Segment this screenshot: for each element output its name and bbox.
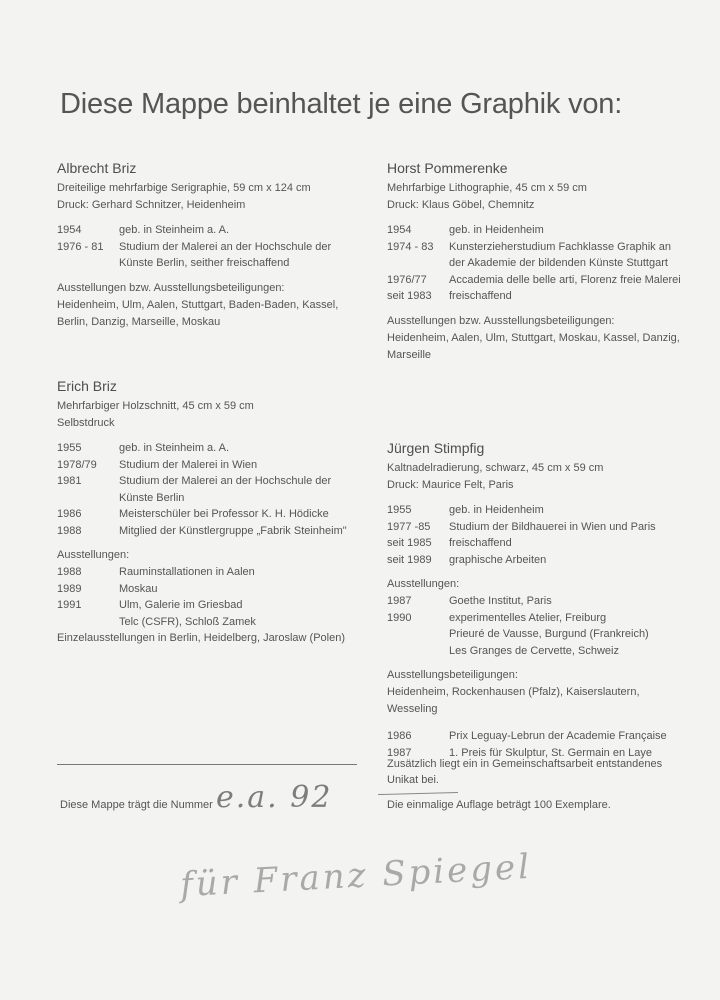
exhibition-text: Ulm, Galerie im Griesbad [119,599,243,611]
bio-year: seit 1989 [387,553,432,566]
award-text: Prix Leguay-Lebrun der Academie Française [449,730,667,742]
award-year: 1987 [387,746,412,759]
exhibitions-label: Ausstellungen: [57,549,130,561]
bio-text: graphische Arbeiten [449,553,547,566]
exhibition-row [387,626,687,643]
participation-label: Ausstellungsbeteiligungen: [387,669,518,681]
exhibitions-list: Heidenheim, Ulm, Aalen, Stuttgart, Baden-Baden, Kassel, Berlin, Danzig, Marseille, Moskau [57,298,339,328]
left-column [57,160,357,665]
bio-text: Accademia delle belle arti, Florenz freie Malerei [449,273,681,286]
exhibition-year [57,614,119,631]
bio-row [57,473,357,506]
signature-rule [57,764,357,765]
bio-year: 1981 [57,475,82,487]
exhibition-row [387,593,687,610]
bio-row [387,552,687,569]
biography [387,222,687,305]
right-column [387,160,687,779]
bio-row [387,535,687,552]
exhibition-row [57,614,357,631]
artist-name: Erich Briz [57,378,117,394]
exhibitions-label: Ausstellungen bzw. Ausstellungsbeteiligungen: [387,314,615,327]
participation-list: Heidenheim, Rockenhausen (Pfalz), Kaiserslautern, Wesseling [387,686,640,715]
work-description: Kaltnadelradierung, schwarz, 45 cm x 59 cm [387,462,604,474]
bio-text: Mitglied der Künstlergruppe „Fabrik Steinheim" [119,524,347,537]
bio-year: 1955 [387,504,412,516]
exhibitions-list: Heidenheim, Aalen, Ulm, Stuttgart, Moskau, Kassel, Danzig, Marseille [387,331,680,361]
note-underline [378,792,458,795]
bio-row [57,506,357,523]
bio-text: freischaffend [449,290,512,302]
bio-row [387,239,687,272]
work-description: Dreiteilige mehrfarbige Serigraphie, 59 cm x 124 cm [57,182,311,194]
bio-text: Studium der Bildhauerei in Wien und Paris [449,520,656,533]
exhibition-text: Telc (CSFR), Schloß Zamek [119,615,256,628]
biography [57,222,357,272]
exhibition-row [387,610,687,627]
bio-text: geb. in Heidenheim [449,504,544,516]
bio-year: 1988 [57,524,82,537]
exhibition-year [387,626,449,643]
handwritten-dedication: für Franz Spiegel [179,846,533,906]
artist-name: Albrecht Briz [57,160,137,176]
portfolio-number-handwritten: e.a. 92 [216,780,333,815]
printer: Druck: Maurice Felt, Paris [387,479,514,491]
bio-year: 1955 [57,442,82,454]
exhibition-year [387,643,449,660]
bio-text: Meisterschüler bei Professor K. H. Hödicke [119,508,329,520]
bio-text: geb. in Steinheim a. A. [119,442,230,454]
exhibition-row [57,581,357,598]
bio-year: 1978/79 [57,458,97,471]
bio-row [387,272,687,289]
bio-year: 1977 -85 [387,520,431,533]
bio-row [57,457,357,474]
bio-year: 1974 - 83 [387,240,434,253]
unikat-note: Zusätzlich liegt ein in Gemeinschaftsarbeit entstandenes Unikat bei. [387,758,663,786]
exhibition-row [387,643,687,660]
exhibitions-label: Ausstellungen: [387,578,460,590]
artist-name: Jürgen Stimpfig [387,440,485,456]
exhibition-year: 1987 [387,595,412,607]
bio-year: seit 1985 [387,537,432,549]
bio-text: geb. in Steinheim a. A. [119,224,230,236]
bio-text: freischaffend [449,537,512,549]
work-description: Mehrfarbiger Holzschnitt, 45 cm x 59 cm [57,400,254,412]
artist-horst-pommerenke [387,160,687,422]
bio-row [57,239,357,272]
exhibitions-label: Ausstellungen bzw. Ausstellungsbeteiligungen: [57,281,285,294]
bio-row [57,440,357,457]
edition-size: Die einmalige Auflage beträgt 100 Exemplare. [387,799,611,811]
bio-text: geb. in Heidenheim [449,224,544,236]
page-title: Diese Mappe beinhaltet je eine Graphik von: [60,88,623,120]
bio-row [387,222,687,239]
exhibitions-list [387,593,687,659]
solo-exhibitions: Einzelausstellungen in Berlin, Heidelberg, Jaroslaw (Polen) [57,632,345,644]
artist-juergen-stimpfig [387,440,687,761]
bio-year: 1976 - 81 [57,240,104,253]
exhibition-text: Moskau [119,582,158,595]
bio-text: Kunsterzieherstudium Fachklasse Graphik an der Akademie der bildenden Künste Stuttgart [449,240,671,269]
bio-row [387,288,687,305]
artist-name: Horst Pommerenke [387,160,508,176]
bio-text: Studium der Malerei in Wien [119,458,258,471]
printer: Selbstdruck [57,417,115,429]
biography [387,502,687,568]
bio-year: seit 1983 [387,290,432,302]
exhibition-text: Rauminstallationen in Aalen [119,566,255,578]
biography [57,440,357,539]
bio-year: 1954 [57,224,82,236]
printer: Druck: Klaus Göbel, Chemnitz [387,199,535,211]
bio-year: 1986 [57,508,82,520]
exhibition-year: 1991 [57,599,82,611]
exhibition-row [57,564,357,581]
bio-row [387,502,687,519]
award-text: 1. Preis für Skulptur, St. Germain en Laye [449,746,652,759]
exhibition-text: Goethe Institut, Paris [449,595,552,607]
exhibition-year: 1990 [387,611,412,624]
exhibition-year: 1988 [57,566,82,578]
bio-row [387,519,687,536]
bio-year: 1976/77 [387,273,427,286]
bio-text: Studium der Malerei an der Hochschule der Künste Berlin, seither freischaffend [119,240,332,269]
exhibition-row [57,597,357,614]
artist-erich-briz [57,378,357,647]
bio-row [57,523,357,540]
exhibition-text: experimentelles Atelier, Freiburg [449,611,607,624]
award-year: 1986 [387,730,412,742]
bio-year: 1954 [387,224,412,236]
portfolio-number-label: Diese Mappe trägt die Nummer [60,799,213,811]
work-description: Mehrfarbige Lithographie, 45 cm x 59 cm [387,182,587,194]
exhibitions-list [57,564,357,630]
printer: Druck: Gerhard Schnitzer, Heidenheim [57,199,246,211]
exhibition-year: 1989 [57,582,82,595]
exhibition-text: Les Granges de Cervette, Schweiz [449,644,619,657]
award-row [387,728,687,745]
bio-row [57,222,357,239]
bio-text: Studium der Malerei an der Hochschule der Künste Berlin [119,475,332,504]
exhibition-text: Prieuré de Vausse, Burgund (Frankreich) [449,628,649,640]
artist-albrecht-briz [57,160,357,360]
